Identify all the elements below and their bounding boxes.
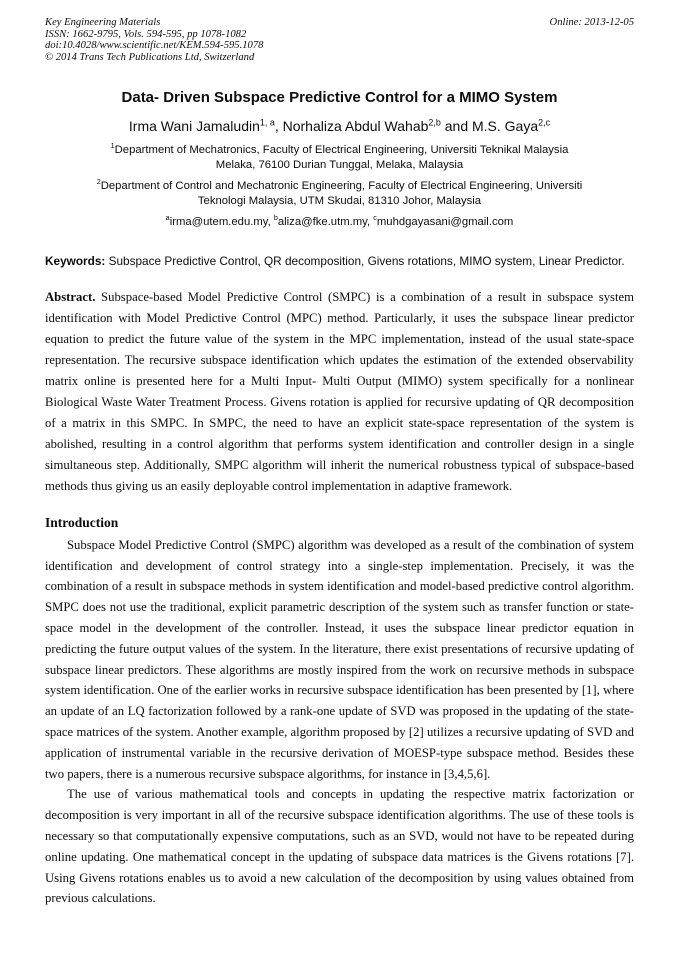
keywords-text: Subspace Predictive Control, QR decomposition, Givens rotations, MIMO system, Linear Predictor.: [108, 254, 625, 269]
affiliation-1-superscript: 1: [110, 141, 115, 151]
email-3-superscript: c: [373, 213, 377, 223]
keywords-label: Keywords:: [45, 254, 106, 269]
email-2-superscript: b: [273, 213, 278, 223]
affiliation-1: [45, 143, 634, 173]
author-emails-line: [45, 215, 634, 230]
author-separator-2: and: [440, 118, 472, 135]
email-1-superscript: a: [165, 213, 170, 223]
introduction-heading: Introduction: [45, 514, 119, 530]
email-2-address: aliza@fke.utm.my,: [277, 216, 374, 229]
abstract-label: Abstract.: [45, 289, 96, 304]
author-1-superscript: 1, a: [259, 117, 275, 128]
author-2-name: Norhaliza Abdul Wahab: [282, 118, 429, 135]
journal-title: Key Engineering Materials: [45, 17, 161, 28]
online-date: Online: 2013-12-05: [549, 17, 634, 28]
journal-copyright-line: © 2014 Trans Tech Publications Ltd, Switzerland: [45, 51, 255, 63]
author-3-name: M.S. Gaya: [472, 118, 539, 135]
affiliation-1-text: Department of Mechatronics, Faculty of Electrical Engineering, Universiti Teknikal Malaysia: [114, 144, 569, 157]
paper-title: Data- Driven Subspace Predictive Control for a MIMO System: [121, 89, 558, 107]
journal-doi-line: doi:10.4028/www.scientific.net/KEM.594-595.1078: [45, 40, 264, 52]
author-separator-1: ,: [274, 118, 283, 135]
introduction-paragraph-1: Subspace Model Predictive Control (SMPC) algorithm was developed as a result of the combination of system identification and development of control strategy into a single-step implementation. Precisely, it was the combination of a result in subspace methods in system identification and model-based predictive control algorithm. SMPC does not use the traditional, explicit parametric description of the system such as transfer function or state-space model in the development of the controller. Instead, it uses the subspace linear predictor equation in predicting the future output values of the system. In the literature, there exist presentations of recursive updating of subspace linear predictors. These algorithms are mostly inspired from the work on recursive methods in subspace system identification. One of the earlier works in recursive subspace identification has been presented by [1], where an update of an LQ factorization followed by a rank-one update of SVD was proposed in the updating of the state-space matrices of the system. Another example, algorithm proposed by [2] utilizes a recursive updating of SVD and application of instrumental variable in the recursive derivation of MOESP-type subspace method. Besides these two papers, there is a numerous recursive subspace algorithms, for instance in [3,4,5,6].: [45, 537, 634, 781]
journal-issn-line: ISSN: 1662-9795, Vols. 594-595, pp 1078-1082: [45, 28, 247, 40]
author-1-name: Irma Wani Jamaludin: [128, 118, 260, 135]
affiliation-2-text: Department of Control and Mechatronic Engineering, Faculty of Electrical Engineering, Universiti: [100, 180, 583, 193]
affiliation-2-line-2: Teknologi Malaysia, UTM Skudai, 81310 Johor, Malaysia: [197, 195, 482, 208]
abstract-text: Subspace-based Model Predictive Control (SMPC) is a combination of a result in subspace system identification with Model Predictive Control (MPC) method. Particularly, it uses the subspace linear predictor equation to predict the future value of the system in the MPC implementation, instead of the usual state-space representation. The recursive subspace identification which updates the estimation of the extended observability matrix online is presented here for a Multi Input- Multi Output (MIMO) system specifically for a nonlinear Biological Waste Water Treatment Process. Givens rotation is applied for recursive updating of QR decomposition of a matrix in this SMPC. In SMPC, the need to have an explicit state-space representation of the system is abolished, resulting in a control algorithm that performs system identification and controller design in a single simultaneous step. Additionally, SMPC algorithm will inherit the numerical robustness typical of subspace-based methods thus giving us an easily deployable control implementation in adaptive framework.: [45, 289, 634, 493]
abstract-paragraph: [45, 287, 634, 497]
affiliation-2-line-1: [45, 179, 634, 194]
introduction-paragraph-2: The use of various mathematical tools and concepts in updating the respective matrix factorization or decomposition is very important in all of the recursive subspace identification algorithms. The use of these tools is necessary so that computationally expensive computations, such as an SVD, would not have to be repeated during online updating. One mathematical concept in the updating of subspace data matrices is the Givens rotations [7]. Using Givens rotations enables us to avoid a new calculation of the decomposition by using values obtained from previous calculations.: [45, 787, 634, 906]
authors-line: [45, 116, 634, 136]
affiliation-2-superscript: 2: [96, 177, 101, 187]
affiliation-1-line-2: Melaka, 76100 Durian Tunggal, Melaka, Malaysia: [215, 159, 464, 172]
email-3-address: muhdgayasani@gmail.com: [376, 216, 514, 229]
journal-header: [45, 17, 634, 63]
author-3-superscript: 2,c: [538, 117, 551, 128]
author-2-superscript: 2,b: [428, 117, 441, 128]
affiliation-2: [45, 179, 634, 209]
keywords-line: [45, 253, 634, 270]
email-1-address: irma@utem.edu.my,: [169, 216, 274, 229]
affiliation-1-line-1: [45, 143, 634, 158]
